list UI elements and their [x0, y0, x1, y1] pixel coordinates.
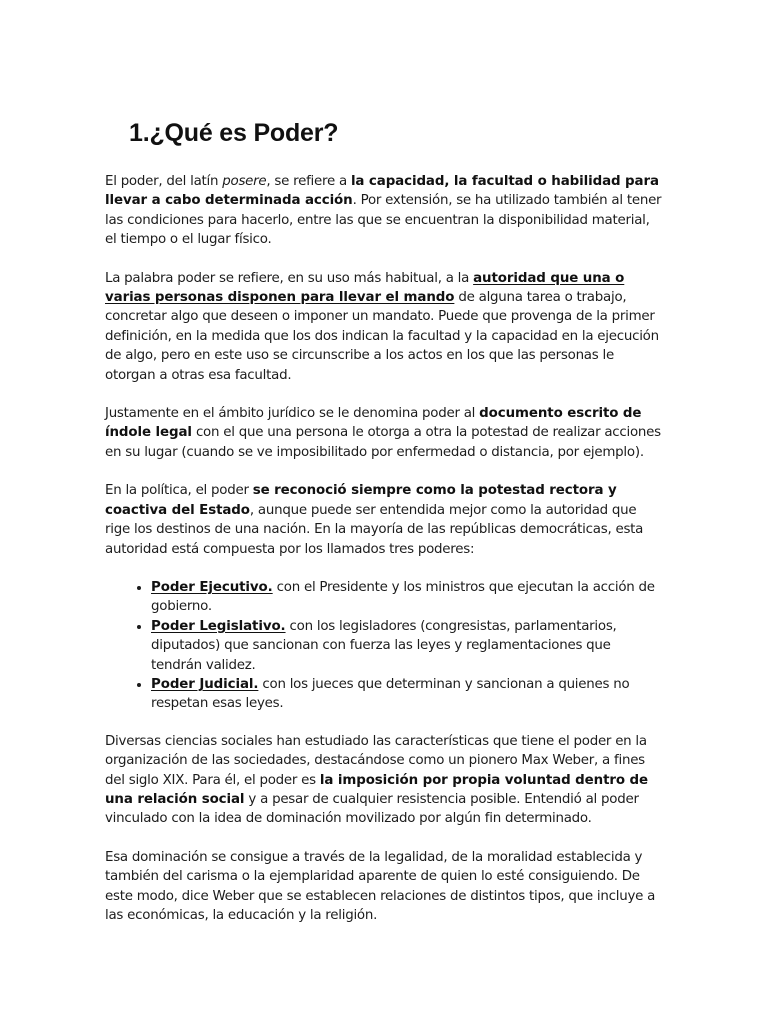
text-run: , aunque puede ser entendida mejor como la autoridad que rige los destinos de una nación. En la mayoría de las repúblicas democráticas, esta autoridad está compuesta por los llamados tres poderes:	[105, 502, 644, 557]
list-item	[151, 617, 665, 675]
paragraph-6	[105, 848, 665, 926]
text-run: y a pesar de cualquier resistencia posible. Entendió al poder vinculado con la idea de dominación movilizado por algún fin determinado.	[105, 791, 639, 827]
text-run: Diversas ciencias sociales han estudiado las características que tiene el poder en la organización de las sociedades, destacándose como un pionero Max Weber, a fines del siglo XIX. Para él, el poder es	[105, 733, 647, 788]
text-run: El poder, del latín	[105, 174, 223, 189]
section-heading: 1.¿Qué es Poder?	[129, 119, 339, 147]
bold-phrase: la capacidad, la facultad o habilidad para llevar a cabo determinada acción	[105, 174, 659, 209]
paragraph-5	[105, 732, 665, 829]
text-run: de alguna tarea o trabajo, concretar algo que deseen o imponer un mandato. Puede que provenga de la primer definición, en la medida que los dos indican la facultad y la capacidad en la ejecución de algo, pero en este uso se circunscribe a los actos en los que las personas le otorgan a otras esa facultad.	[105, 290, 659, 383]
bold-phrase: documento escrito de índole legal	[105, 406, 642, 441]
paragraph-1	[105, 172, 665, 250]
list-item-text: con los jueces que determinan y sancionan a quienes no respetan esas leyes.	[151, 676, 630, 712]
paragraph-4	[105, 481, 665, 559]
list-item	[151, 675, 665, 714]
list-item-text: con el Presidente y los ministros que ejecutan la acción de gobierno.	[151, 579, 655, 615]
paragraph-2	[105, 269, 665, 385]
document-body	[105, 172, 665, 944]
bold-phrase: se reconoció siempre como la potestad rectora y coactiva del Estado	[105, 483, 617, 518]
list-item-text: con los legisladores (congresistas, parlamentarios, diputados) que sancionan con fuerza las leyes y reglamentaciones que tendrán validez.	[151, 618, 617, 673]
underlined-bold-phrase: autoridad que una o varias personas disponen para llevar el mando	[105, 270, 625, 306]
list-item-label: Poder Legislativo.	[151, 618, 286, 634]
text-run: con el que una persona le otorga a otra la potestad de realizar acciones en su lugar (cuando se ve imposibilitado por enfermedad o distancia, por ejemplo).	[105, 425, 661, 460]
text-run: La palabra poder se refiere, en su uso más habitual, a la	[105, 270, 474, 286]
list-item-label: Poder Judicial.	[151, 676, 259, 692]
powers-list	[105, 578, 665, 714]
text-run: Esa dominación se consigue a través de la legalidad, de la moralidad establecida y también del carisma o la ejemplaridad aparente de quien lo esté consiguiendo. De este modo, dice Weber que se establecen relaciones de distintos tipos, que incluye a las económicas, la educación y la religión.	[105, 849, 656, 923]
text-run: , se refiere a	[266, 174, 351, 189]
text-run: En la política, el poder	[105, 483, 253, 499]
bold-phrase: la imposición por propia voluntad dentro de una relación social	[105, 772, 649, 807]
text-run: Justamente en el ámbito jurídico se le denomina poder al	[105, 406, 480, 422]
list-item-label: Poder Ejecutivo.	[151, 579, 273, 595]
latin-term: posere	[222, 174, 267, 189]
paragraph-3	[105, 404, 665, 462]
text-run: . Por extensión, se ha utilizado también al tener las condiciones para hacerlo, entre las que se encuentran la disponibilidad material, el tiempo o el lugar físico.	[105, 193, 662, 248]
list-item	[151, 578, 665, 617]
